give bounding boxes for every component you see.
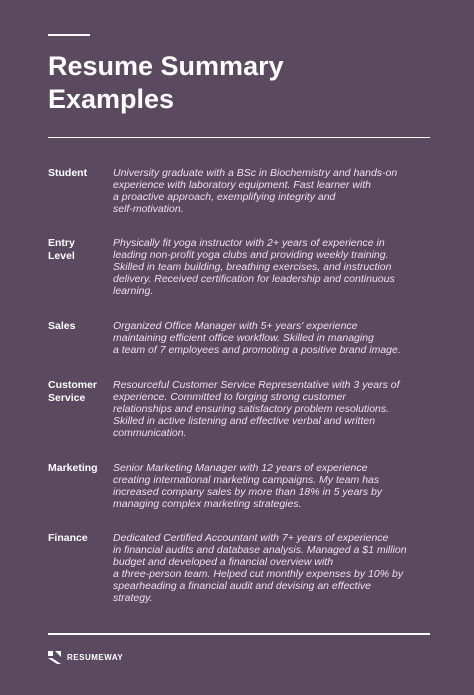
- description-line: a proactive approach, exemplifying integrity and: [113, 191, 336, 203]
- page-title: [48, 50, 428, 116]
- row-label-line: Customer: [48, 379, 98, 391]
- description-line: a three-person team. Helped cut monthly expenses by 10% by: [113, 568, 404, 580]
- row-description: [113, 237, 431, 297]
- description-line: strategy.: [113, 592, 153, 604]
- description-line: Dedicated Certified Accountant with 7+ years of experience: [113, 532, 389, 544]
- description-line: learning.: [113, 285, 154, 297]
- description-line: budget and developed a financial overview with: [113, 556, 334, 568]
- description-line: spearheading a financial audit and devising an effective: [113, 580, 372, 592]
- description-line: creating international marketing campaigns. My team has: [113, 474, 380, 486]
- resumeway-logo-icon: [48, 651, 61, 664]
- row-label-line: Marketing: [48, 462, 98, 474]
- description-line: delivery. Received certification for leadership and continuous: [113, 273, 395, 285]
- row-label-line: Level: [48, 250, 75, 262]
- description-line: a team of 7 employees and promoting a positive brand image.: [113, 344, 401, 356]
- top-divider: [48, 137, 430, 138]
- row-label: [48, 237, 110, 263]
- description-line: managing complex marketing strategies.: [113, 498, 302, 510]
- row-label: [48, 462, 110, 475]
- description-line: experience. Committed to forging strong customer: [113, 391, 346, 403]
- row-description: [113, 532, 431, 604]
- description-line: Senior Marketing Manager with 12 years of experience: [113, 462, 368, 474]
- description-line: communication.: [113, 427, 187, 439]
- description-line: Resourceful Customer Service Representative with 3 years of: [113, 379, 400, 391]
- description-line: in financial audits and database analysis. Managed a $1 million: [113, 544, 407, 556]
- description-line: relationships and ensuring satisfactory problem resolutions.: [113, 403, 390, 415]
- description-line: University graduate with a BSc in Biochemistry and hands-on: [113, 167, 398, 179]
- description-line: increased company sales by more than 18% in 5 years by: [113, 486, 383, 498]
- row-label-line: Service: [48, 392, 86, 404]
- title-line: Examples: [48, 84, 175, 114]
- row-label: [48, 167, 110, 180]
- description-line: leading non-profit yoga clubs and providing weekly training.: [113, 249, 389, 261]
- description-line: Organized Office Manager with 5+ years' experience: [113, 320, 358, 332]
- row-label-line: Finance: [48, 532, 88, 544]
- description-line: maintaining efficient office workflow. Skilled in managing: [113, 332, 374, 344]
- row-label: [48, 379, 110, 405]
- description-line: Skilled in team building, breathing exercises, and instruction: [113, 261, 392, 273]
- description-line: Skilled in active listening and effective verbal and written: [113, 415, 376, 427]
- row-description: [113, 462, 431, 510]
- row-description: [113, 320, 431, 356]
- row-label: [48, 320, 110, 333]
- row-label-line: Entry: [48, 237, 75, 249]
- title-line: Resume Summary: [48, 51, 284, 81]
- row-label-line: Student: [48, 167, 88, 179]
- description-line: Physically fit yoga instructor with 2+ years of experience in: [113, 237, 385, 249]
- row-label: [48, 532, 110, 545]
- description-line: self-motivation.: [113, 203, 184, 215]
- title-accent-rule: [48, 34, 90, 36]
- brand-footer: [48, 650, 123, 664]
- bottom-divider: [48, 633, 430, 635]
- description-line: experience with laboratory equipment. Fast learner with: [113, 179, 371, 191]
- brand-name: RESUMEWAY: [67, 652, 124, 662]
- row-description: [113, 379, 431, 439]
- row-label-line: Sales: [48, 320, 76, 332]
- row-description: [113, 167, 431, 215]
